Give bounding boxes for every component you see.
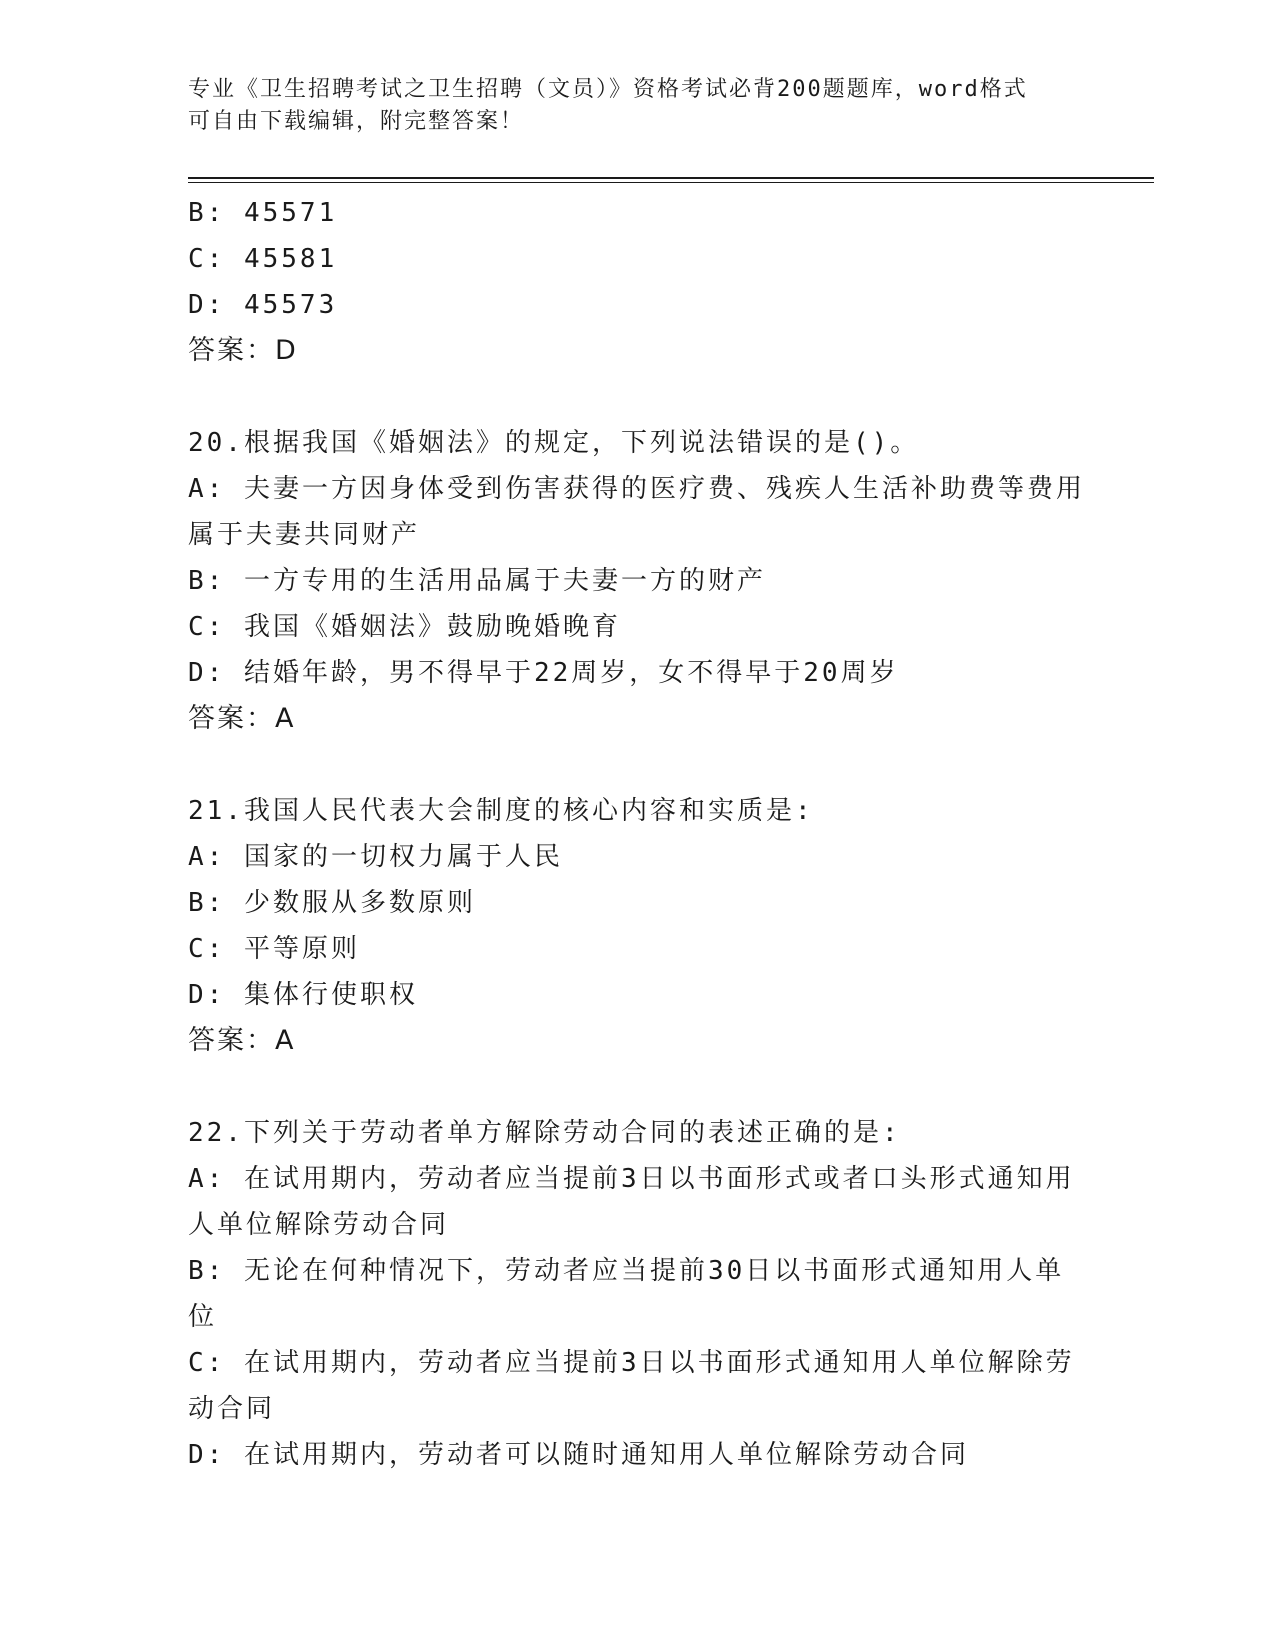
- question-22: [188, 1110, 1088, 1478]
- question-20: [188, 420, 1088, 742]
- document-header: [188, 74, 1088, 138]
- option-c: C: 45581: [188, 244, 338, 274]
- question-title: 21.我国人民代表大会制度的核心内容和实质是:: [188, 796, 814, 826]
- header-title-line-2: 可自由下载编辑，附完整答案！: [188, 109, 525, 134]
- option-d: D: 在试用期内，劳动者可以随时通知用人单位解除劳动合同: [188, 1440, 969, 1470]
- spacer: [188, 374, 1088, 420]
- header-divider-thin: [188, 182, 1154, 183]
- question-21: [188, 788, 1088, 1064]
- header-divider-thick: [188, 177, 1154, 179]
- spacer: [188, 742, 1088, 788]
- answer-line: 答案：A: [188, 703, 296, 734]
- question-title: 20.根据我国《婚姻法》的规定，下列说法错误的是()。: [188, 428, 920, 458]
- option-c: C: 在试用期内，劳动者应当提前3日以书面形式通知用人单位解除劳: [188, 1348, 1075, 1378]
- header-title-line-1: 专业《卫生招聘考试之卫生招聘（文员）》资格考试必背200题题库，word格式: [188, 77, 1028, 102]
- option-a-continued: 属于夫妻共同财产: [188, 520, 421, 550]
- option-b: B: 无论在何种情况下，劳动者应当提前30日以书面形式通知用人单: [188, 1256, 1065, 1286]
- option-a-continued: 人单位解除劳动合同: [188, 1210, 450, 1240]
- option-b: B: 45571: [188, 198, 338, 228]
- option-b: B: 少数服从多数原则: [188, 888, 476, 918]
- option-b: B: 一方专用的生活用品属于夫妻一方的财产: [188, 566, 766, 596]
- option-c: C: 我国《婚姻法》鼓励晚婚晚育: [188, 612, 621, 642]
- option-a: A: 在试用期内，劳动者应当提前3日以书面形式或者口头形式通知用: [188, 1164, 1075, 1194]
- option-c-continued: 动合同: [188, 1394, 276, 1424]
- option-d: D: 集体行使职权: [188, 980, 418, 1010]
- option-a: A: 夫妻一方因身体受到伤害获得的医疗费、残疾人生活补助费等费用: [188, 474, 1085, 504]
- option-c: C: 平等原则: [188, 934, 360, 964]
- answer-line: 答案：D: [188, 335, 298, 366]
- question-title: 22.下列关于劳动者单方解除劳动合同的表述正确的是:: [188, 1118, 901, 1148]
- option-a: A: 国家的一切权力属于人民: [188, 842, 563, 872]
- answer-line: 答案：A: [188, 1025, 296, 1056]
- document-body: [188, 190, 1088, 1478]
- option-d: D: 45573: [188, 290, 338, 320]
- spacer: [188, 1064, 1088, 1110]
- option-d: D: 结婚年龄，男不得早于22周岁，女不得早于20周岁: [188, 658, 899, 688]
- prev-question-block: [188, 190, 1088, 374]
- option-b-continued: 位: [188, 1302, 218, 1332]
